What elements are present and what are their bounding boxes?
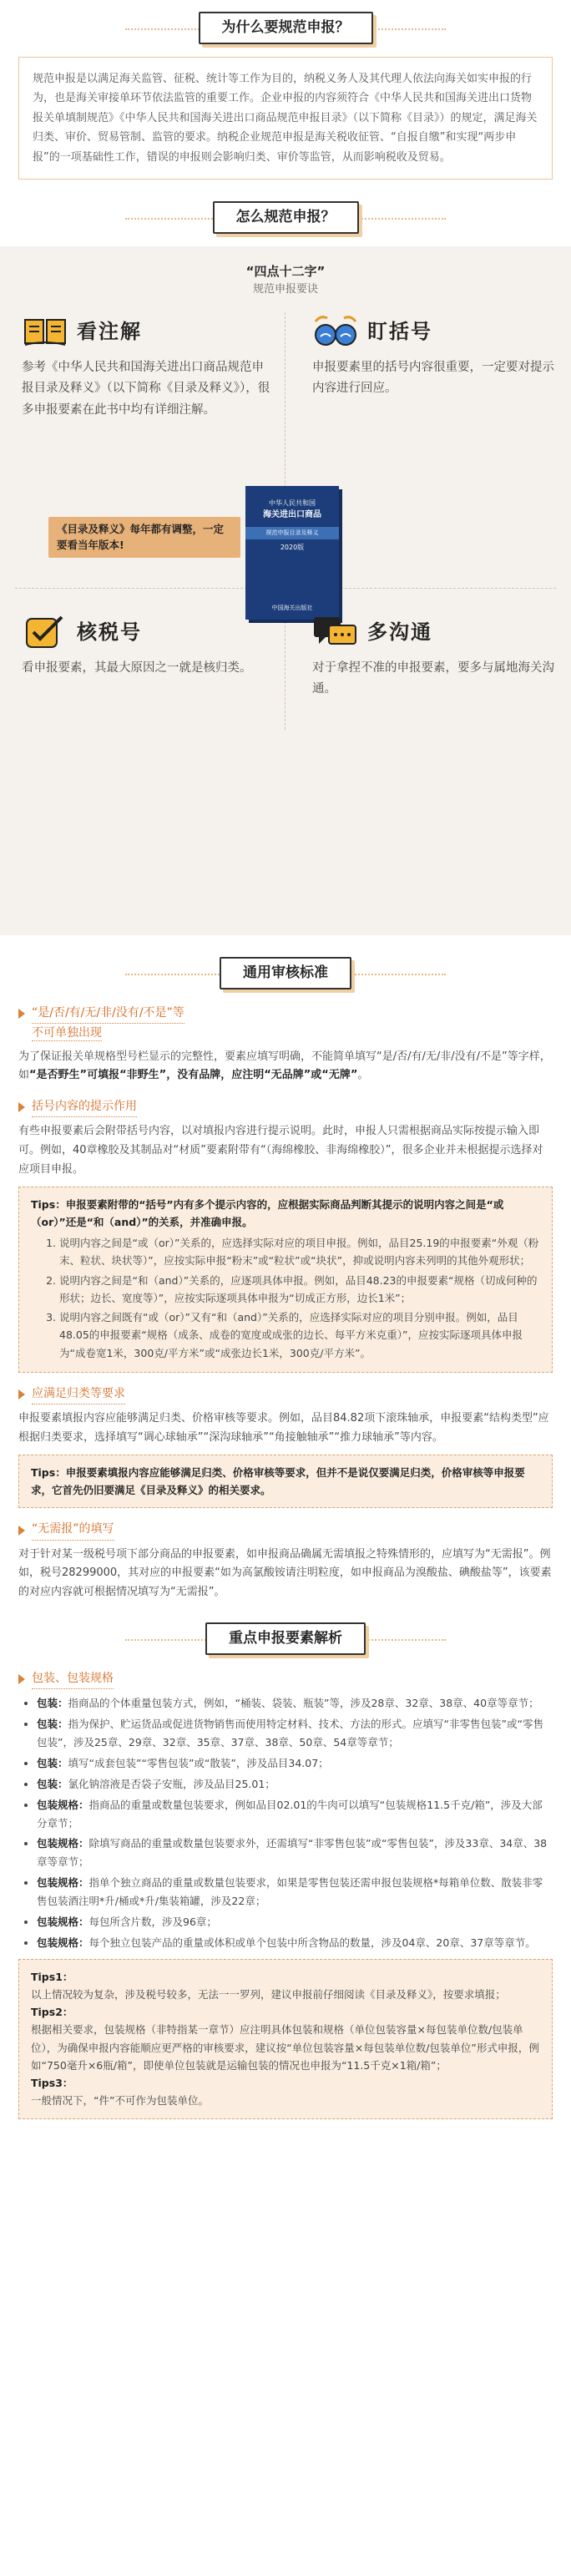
subsection-title: “无需报”的填写 <box>18 1520 553 1540</box>
triangle-bullet-icon <box>18 1674 25 1684</box>
card-communicate <box>312 613 563 701</box>
triangle-bullet-icon <box>18 1009 25 1019</box>
tip-item: 3. 说明内容之间既有“或（or）”又有“和（and）”关系的，应选择实际对应的项目分别申报。例如，品目48.05的申报要素“规格（成条、成卷的宽度或成张的边长、每平方米克重）”，应按实际逐项具体申报为“成卷宽1米，300克/平方米”或“成张边长1米，300克/平方米”。 <box>59 1308 540 1362</box>
card-watch-brackets <box>312 312 563 400</box>
tip-text: 以上情况较为复杂，涉及税号较多，无法一一罗列，建议申报前仔细阅读《目录及释义》，按要求填报； <box>31 1987 506 2001</box>
tip-item: 1. 说明内容之间是“或（or）”关系的，应选择实际对应的项目申报。例如，品目25.19的申报要素“外观（粉末、粒状、块状等）”，应按实际申报“粉末”或“粒状”或“块状”，抑或说明内容未列明的其他外观形状； <box>59 1234 540 1270</box>
four-points-panel <box>0 246 571 935</box>
list-item: • 包装：填写“成套包装”“零售包装”或“散装”，涉及品目34.07； <box>37 1754 553 1773</box>
subsection-title: “是/否/有/无/非/没有/不是”等 不可单独出现 <box>18 1004 553 1043</box>
card-read-notes <box>22 312 272 421</box>
eyes-icon <box>312 312 359 351</box>
tip-head: Tips：申报要素填报内容应能够满足归类、价格审核等要求，但并不是说仅要满足归类，价格审核等申报要求，它首先仍旧要满足《目录及释义》的相关要求。 <box>31 1465 525 1497</box>
paragraph: 有些申报要素后会附带括号内容，以对填报内容进行提示说明。此时，申报人只需根据商品实际按提示输入即可。例如，40章橡胶及其制品对“材质”要素附带有“（海绵橡胶、非海绵橡胶）”，很多企业并未根据提示选择对应项目申报。 <box>18 1125 543 1176</box>
page <box>0 12 571 2119</box>
why-body: 规范申报是以满足海关监管、征税、统计等工作为目的，纳税义务人及其代理人依法向海关如实申报的行为，也是海关审接单环节依法监管的重要工作。企业申报的内容须符合《中华人民共和国海关进出口货物报关单填制规范》《中华人民共和国海关进出口商品规范申报目录》（以下简称《目录》）的规定，满足海关归类、审价、贸易管制、监管的要求。纳税企业规范申报是海关税收征管、“自报自缴”和实现“两步申报”的一项基础性工作，错误的申报则会影响归类、审价等监管，从而影响税收及贸易。 <box>18 57 553 180</box>
subsection-title: 括号内容的提示作用 <box>18 1097 553 1117</box>
tip-text: 根据相关要求，包装规格（非特指某一章节）应注明具体包装和规格（单位包装容量×每包装单位数/包装单位），为确保申报内容能顺应更严格的审核要求，建议按“单位包装容量×每包装单位数/包装单位”形式申报，例如“750毫升×6瓶/箱”，即使单位包装就是运输包装的情况也申报为“11.5千克×1箱/箱”； <box>31 2023 539 2072</box>
tip-box <box>18 1187 553 1373</box>
card-check-tariff <box>22 613 272 679</box>
list-item: • 包装：指为保护、贮运货品或促进货物销售而使用特定材料、技术、方法的形式。应填写“非零售包装”或“零售包装”，涉及25章、29章、32章、35章、37章、38章、50章、54章等章节； <box>37 1715 553 1752</box>
triangle-bullet-icon <box>18 1389 25 1399</box>
paragraph: 为了保证报关单规格型号栏显示的完整性，要素应填写明确，不能简单填写“是/否/有/无/非/没有/不是”等字样，如“是否野生”可填报“非野生”，没有品牌，应注明“无品牌”或“无牌”。 <box>18 1050 551 1082</box>
card-desc: 参考《中华人民共和国海关进出口商品规范申报目录及释义》（以下简称《目录及释义》），很多申报要素在此书中均有详细注解。 <box>22 360 270 417</box>
list-item: • 包装：指商品的个体重量包装方式，例如，“桶装、袋装、瓶装”等，涉及28章、32章、38章、40章等章节； <box>37 1694 553 1713</box>
card-title: 看注解 <box>77 319 142 343</box>
why-heading: 为什么要规范申报？ <box>199 12 373 44</box>
subsection-title: 包装、包装规格 <box>18 1669 553 1689</box>
version-note-badge: 《目录及释义》每年都有调整，一定要看当年版本! <box>48 517 240 559</box>
reference-book-cover: 中华人民共和国 海关进出口商品 规范申报目录及释义 2020版 中国海关出版社 <box>245 486 339 620</box>
list-item: • 包装规格：指单个独立商品的重量或数量包装要求，如果是零售包装还需申报包装规格*每箱单位数、散装非零售包装酒注明*升/桶或*升/集装箱罐，涉及22章； <box>37 1874 553 1910</box>
general-heading: 通用审核标准 <box>220 957 351 989</box>
triangle-bullet-icon <box>18 1526 25 1536</box>
open-book-icon <box>22 312 68 351</box>
tip-label: Tips1： <box>31 1970 73 1983</box>
paragraph: 对于针对某一级税号项下部分商品的申报要素，如申报商品确属无需填报之特殊情形的，应填写为“无需报”。例如，税号28299000，其对应的申报要素“如为高氯酸铵请注明粒度，如申报商品为溴酸盐、碘酸盐等”，该要素的对应内容就可根据情况填写为“无需报”。 <box>18 1547 552 1599</box>
card-title: 盯括号 <box>367 319 432 343</box>
paragraph: 申报要素填报内容应能够满足归类、价格审核等要求。例如，品目84.82项下滚珠轴承，申报要素“结构类型”应根据归类要求，选择填写“调心球轴承”“深沟球轴承”“角接触轴承”“推力球轴承”等内容。 <box>18 1412 549 1445</box>
chat-bubbles-icon <box>312 613 359 651</box>
check-mark-icon <box>22 613 68 651</box>
card-desc: 申报要素里的括号内容很重要，一定要对提示内容进行回应。 <box>312 360 554 396</box>
list-item: • 包装规格：除填写商品的重量或数量包装要求外，还需填写“非零售包装”或“零售包装”，涉及33章、34章、38章等章节； <box>37 1835 553 1871</box>
section-heading-why <box>0 12 571 47</box>
tip-item: 2. 说明内容之间是“和（and）”关系的，应逐项具体申报。例如，品目48.23的申报要素“规格（切成何种的形状；边长、宽度等）”，应按实际逐项具体申报为“切成正方形，边长1米”； <box>59 1272 540 1308</box>
subsection-title: 应满足归类等要求 <box>18 1384 553 1404</box>
package-items-list <box>37 1694 553 1951</box>
tip-label: Tips3： <box>31 2077 73 2090</box>
how-heading: 怎么规范申报？ <box>213 201 359 234</box>
tip-box <box>18 1455 553 1509</box>
card-title: 多沟通 <box>367 620 432 644</box>
card-desc: 看申报要素，其最大原因之一就是核归类。 <box>22 660 252 675</box>
four-points-subtitle: 规范申报要诀 <box>252 282 318 296</box>
section-heading-how <box>0 201 571 236</box>
key-heading: 重点申报要素解析 <box>205 1622 366 1655</box>
card-desc: 对于拿捏不准的申报要素，要多与属地海关沟通。 <box>312 660 554 696</box>
list-item: • 包装规格：每个独立包装产品的重量或体积或单个包装中所含物品的数量，涉及04章、20章、37章等章节。 <box>37 1934 553 1952</box>
list-item: • 包装规格：每包所含片数，涉及96章； <box>37 1913 553 1931</box>
tip-head: Tips：申报要素附带的“括号”内有多个提示内容的，应根据实际商品判断其提示的说明内容之间是“或（or）”还是“和（and）”的关系，并准确申报。 <box>31 1197 504 1228</box>
section-heading-key <box>0 1622 571 1657</box>
list-item: • 包装规格：指商品的重量或数量包装要求，例如品目02.01的牛肉可以填写“包装规格11.5千克/箱”，涉及大部分章节； <box>37 1796 553 1833</box>
four-points-grid <box>15 312 556 913</box>
four-points-title: “四点十二字” <box>245 263 326 279</box>
section-heading-general <box>0 957 571 992</box>
list-item: • 包装：氯化钠溶液是否袋子安瓶，涉及品目25.01； <box>37 1775 553 1794</box>
tips-box <box>18 1959 553 2119</box>
triangle-bullet-icon <box>18 1102 25 1112</box>
tip-text: 一般情况下，“件”不可作为包装单位。 <box>31 2094 209 2108</box>
card-title: 核税号 <box>77 620 142 644</box>
tip-label: Tips2： <box>31 2006 73 2019</box>
